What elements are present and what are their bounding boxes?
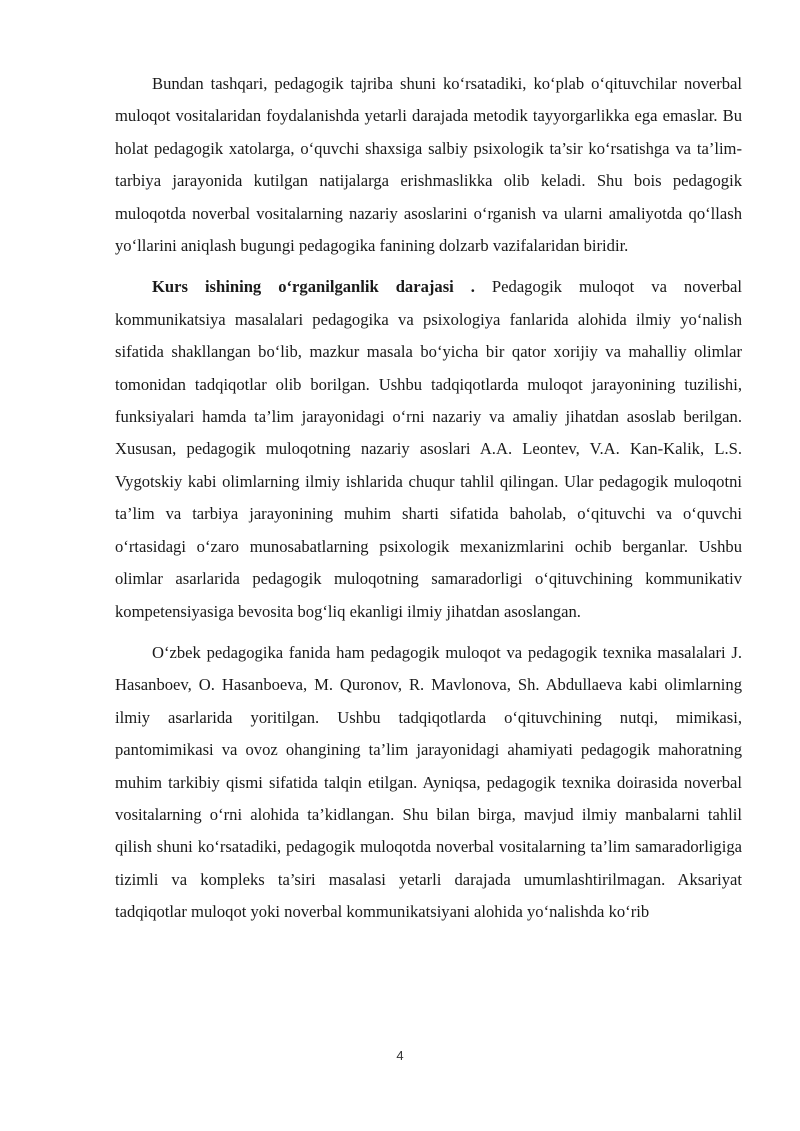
document-page <box>115 68 742 929</box>
paragraph-text: Pedagogik muloqot va noverbal kommunikatsiya masalalari pedagogika va psixologiya fanlarida alohida ilmiy yo‘nalish sifatida shakllangan bo‘lib, mazkur masala bo‘yicha bir qator xorijiy va mahalliy olimlar tomonidan tadqiqotlar olib borilgan. Ushbu tadqiqotlarda muloqot jarayonining tuzilishi, funksiyalari hamda ta’lim jarayonidagi o‘rni nazariy va amaliy jihatdan asoslab berilgan. Xususan, pedagogik muloqotning nazariy asoslari A.A. Leontev, V.A. Kan-Kalik, L.S. Vygotskiy kabi olimlarning ilmiy ishlarida chuqur tahlil qilingan. Ular pedagogik muloqotni ta’lim va tarbiya jarayonining muhim sharti sifatida baholab, o‘qituvchi va o‘quvchi o‘rtasidagi o‘zaro munosabatlarning psixologik mexanizmlarini ochib berganlar. Ushbu olimlar asarlarida pedagogik muloqotning samaradorligi o‘qituvchining kommunikativ kompetensiyasiga bevosita bog‘liq ekanligi ilmiy jihatdan asoslangan. <box>115 277 742 621</box>
paragraph-text: O‘zbek pedagogika fanida ham pedagogik muloqot va pedagogik texnika masalalari J. Hasanboev, O. Hasanboeva, M. Quronov, R. Mavlonova, Sh. Abdullaeva kabi olimlarning ilmiy asarlarida yoritilgan. Ushbu tadqiqotlarda o‘qituvchining nutqi, mimikasi, pantomimikasi va ovoz ohangining ta’lim jarayonidagi ahamiyati pedagogik mahoratning muhim tarkibiy qismi sifatida talqin etilgan. Ayniqsa, pedagogik texnika doirasida noverbal vositalarning o‘rni alohida ta’kidlangan. Shu bilan birga, mavjud ilmiy manbalarni tahlil qilish shuni ko‘rsatadiki, pedagogik muloqotda noverbal vositalarning ta’lim samaradorligiga tizimli va kompleks ta’siri masalasi yetarli darajada umumlashtirilmagan. Aksariyat tadqiqotlar muloqot yoki noverbal kommunikatsiyani alohida yo‘nalishda ko‘rib <box>115 642 742 922</box>
paragraph-uzbek-pedagogy <box>115 637 742 929</box>
paragraph-study-level <box>115 271 742 627</box>
paragraph-text: Bundan tashqari, pedagogik tajriba shuni ko‘rsatadiki, ko‘plab o‘qituvchilar noverbal muloqot vositalaridan foydalanishda yetarli darajada metodik tayyorgarlikka ega emaslar. Bu holat pedagogik xatolarga, o‘quvchi shaxsiga salbiy psixologik ta’sir ko‘rsatishga va ta’lim-tarbiya jarayonida kutilgan natijalarga erishmaslikka olib keladi. Shu bois pedagogik muloqotda noverbal vositalarning nazariy asoslarini o‘rganish va ularni amaliyotda qo‘llash yo‘llarini aniqlash bugungi pedagogika fanining dolzarb vazifalaridan biridir. <box>115 74 742 256</box>
page-number: 4 <box>396 1048 404 1063</box>
section-heading-study-level: Kurs ishining o‘rganilganlik darajasi . <box>152 277 475 297</box>
paragraph-intro <box>115 68 742 262</box>
